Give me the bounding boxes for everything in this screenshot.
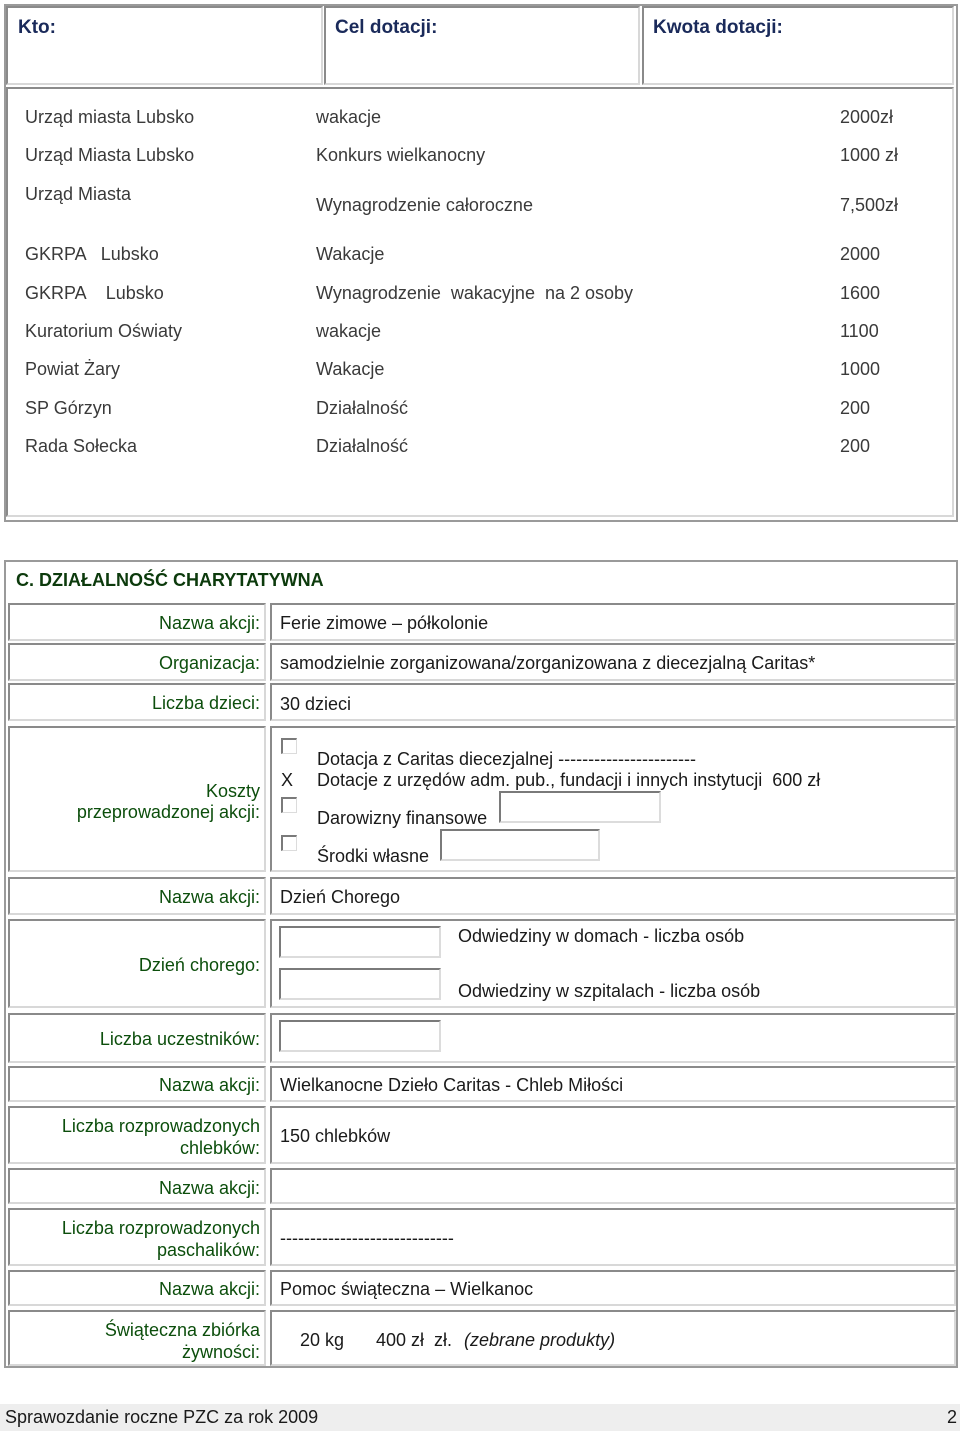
zbiorka-zl: 400 zł zł. <box>376 1330 453 1350</box>
grant-kwota: 200 <box>840 436 871 456</box>
header-kto: Kto: <box>18 17 56 38</box>
label-cell <box>8 726 266 872</box>
value-cell <box>270 643 956 681</box>
ferie-dzieci: 30 dzieci <box>280 694 352 714</box>
label-cell <box>8 643 266 681</box>
odwiedziny-szpitale-label: Odwiedziny w szpitalach - liczba osób <box>458 981 761 1001</box>
value-cell <box>270 1168 956 1204</box>
grant-kto: SP Górzyn <box>25 398 112 418</box>
odwiedziny-domy-input[interactable] <box>279 926 441 958</box>
checkbox-darowizny[interactable] <box>281 797 297 813</box>
label-cell <box>8 1270 266 1306</box>
liczba-dzieci-label: Liczba dzieci: <box>151 693 260 713</box>
nazwa-akcji-label: Nazwa akcji: <box>158 613 260 633</box>
chleb-nazwa: Wielkanocne Dzieło Caritas - Chleb Miłości <box>280 1075 624 1095</box>
odwiedziny-szpitale-input[interactable] <box>279 968 441 1000</box>
nazwa-akcji-label: Nazwa akcji: <box>158 1178 260 1198</box>
dzien-chorego-label: Dzień chorego: <box>138 955 260 975</box>
grant-cel: wakacje <box>316 107 382 127</box>
label-cell <box>8 683 266 721</box>
chlebki-label-2: chlebków: <box>179 1138 260 1158</box>
checkbox-caritas[interactable] <box>281 738 297 754</box>
value-cell <box>270 603 956 641</box>
grant-kwota: 2000 <box>840 244 881 264</box>
koszty-option-srodki: Środki własne <box>317 846 430 866</box>
grant-kwota: 7,500zł <box>840 195 899 215</box>
section-c-title: C. DZIAŁALNOŚĆ CHARYTATYWNA <box>16 570 324 590</box>
grant-kwota: 1000 zł <box>840 145 899 165</box>
grant-cel: Wakacje <box>316 359 385 379</box>
grant-kto: Urząd Miasta Lubsko <box>25 145 195 165</box>
footer-bar <box>0 1404 960 1431</box>
grant-kwota: 2000zł <box>840 107 894 127</box>
zbiorka-label-1: Świąteczna zbiórka <box>104 1320 260 1340</box>
grant-cel: Działalność <box>316 398 409 418</box>
grant-kwota: 1600 <box>840 283 881 303</box>
grant-cel: Wakacje <box>316 244 385 264</box>
value-cell <box>270 683 956 721</box>
zbiorka-note: (zebrane produkty) <box>464 1330 616 1350</box>
label-cell <box>8 919 266 1008</box>
value-cell <box>270 1270 956 1306</box>
nazwa-akcji-label: Nazwa akcji: <box>158 1279 260 1299</box>
grant-cel: Konkurs wielkanocny <box>316 145 486 165</box>
header-kwota: Kwota dotacji: <box>653 17 783 38</box>
dzien-chorego-nazwa: Dzień Chorego <box>280 887 401 907</box>
chlebki-value: 150 chlebków <box>280 1126 391 1146</box>
grant-kto: GKRPA Lubsko <box>25 283 164 303</box>
darowizny-input[interactable] <box>499 791 661 823</box>
grant-cel: wakacje <box>316 321 382 341</box>
grant-kto: Rada Sołecka <box>25 436 138 456</box>
grant-kto: Urząd miasta Lubsko <box>25 107 195 127</box>
ferie-nazwa: Ferie zimowe – półkolonie <box>280 613 489 633</box>
pomoc-nazwa: Pomoc świąteczna – Wielkanoc <box>280 1279 534 1299</box>
label-cell <box>8 1168 266 1204</box>
value-cell <box>270 1208 956 1266</box>
paschaliki-label-2: paschalików: <box>156 1240 260 1260</box>
grant-kto: Powiat Żary <box>25 359 121 379</box>
grant-kto: Urząd Miasta <box>25 184 132 204</box>
label-cell <box>8 1106 266 1164</box>
page-number: 2 <box>947 1407 958 1427</box>
ferie-organizacja: samodzielnie zorganizowana/zorganizowana z diecezjalną Caritas* <box>280 653 816 673</box>
label-cell <box>8 1208 266 1266</box>
liczba-uczestnikow-label: Liczba uczestników: <box>99 1029 260 1049</box>
grant-kwota: 1000 <box>840 359 881 379</box>
label-cell <box>8 1310 266 1366</box>
koszty-label-1: Koszty <box>205 781 260 801</box>
value-cell <box>270 877 956 915</box>
srodki-input[interactable] <box>440 829 600 861</box>
grant-kwota: 200 <box>840 398 871 418</box>
header-cell-cel <box>324 6 640 85</box>
grant-cel: Działalność <box>316 436 409 456</box>
zbiorka-label-2: żywności: <box>181 1342 260 1362</box>
header-cel: Cel dotacji: <box>335 17 438 38</box>
paschaliki-value: ----------------------------- <box>280 1228 454 1248</box>
label-cell <box>8 603 266 641</box>
label-cell <box>8 1013 266 1063</box>
koszty-option-darowizny: Darowizny finansowe <box>317 808 488 828</box>
checkbox-x-mark: X <box>281 770 294 790</box>
value-cell <box>270 1066 956 1102</box>
value-cell <box>270 1310 956 1366</box>
paschaliki-label-1: Liczba rozprowadzonych <box>61 1218 260 1238</box>
koszty-option-caritas: Dotacja z Caritas diecezjalnej ----------------------- <box>317 749 696 769</box>
label-cell <box>8 877 266 915</box>
grant-kwota: 1100 <box>840 321 879 341</box>
footer-text: Sprawozdanie roczne PZC za rok 2009 <box>5 1407 319 1427</box>
odwiedziny-domy-label: Odwiedziny w domach - liczba osób <box>458 926 745 946</box>
value-cell <box>270 1106 956 1164</box>
organizacja-label: Organizacja: <box>158 653 260 673</box>
grant-cel: Wynagrodzenie całoroczne <box>316 195 533 215</box>
grant-kto: GKRPA Lubsko <box>25 244 159 264</box>
koszty-label-2: przeprowadzonej akcji: <box>76 802 260 822</box>
checkbox-srodki[interactable] <box>281 835 297 851</box>
label-cell <box>8 1066 266 1102</box>
nazwa-akcji-label: Nazwa akcji: <box>158 1075 260 1095</box>
grant-kto: Kuratorium Oświaty <box>25 321 183 341</box>
zbiorka-kg: 20 kg <box>300 1330 345 1350</box>
header-cell-kto <box>6 6 323 85</box>
chlebki-label-1: Liczba rozprowadzonych <box>61 1116 260 1136</box>
nazwa-akcji-label: Nazwa akcji: <box>158 887 260 907</box>
liczba-uczestnikow-input[interactable] <box>279 1020 441 1052</box>
grant-cel: Wynagrodzenie wakacyjne na 2 osoby <box>316 283 634 303</box>
header-cell-kwota <box>642 6 954 85</box>
koszty-option-urzedy: Dotacje z urzędów adm. pub., fundacji i innych instytucji 600 zł <box>317 770 821 790</box>
